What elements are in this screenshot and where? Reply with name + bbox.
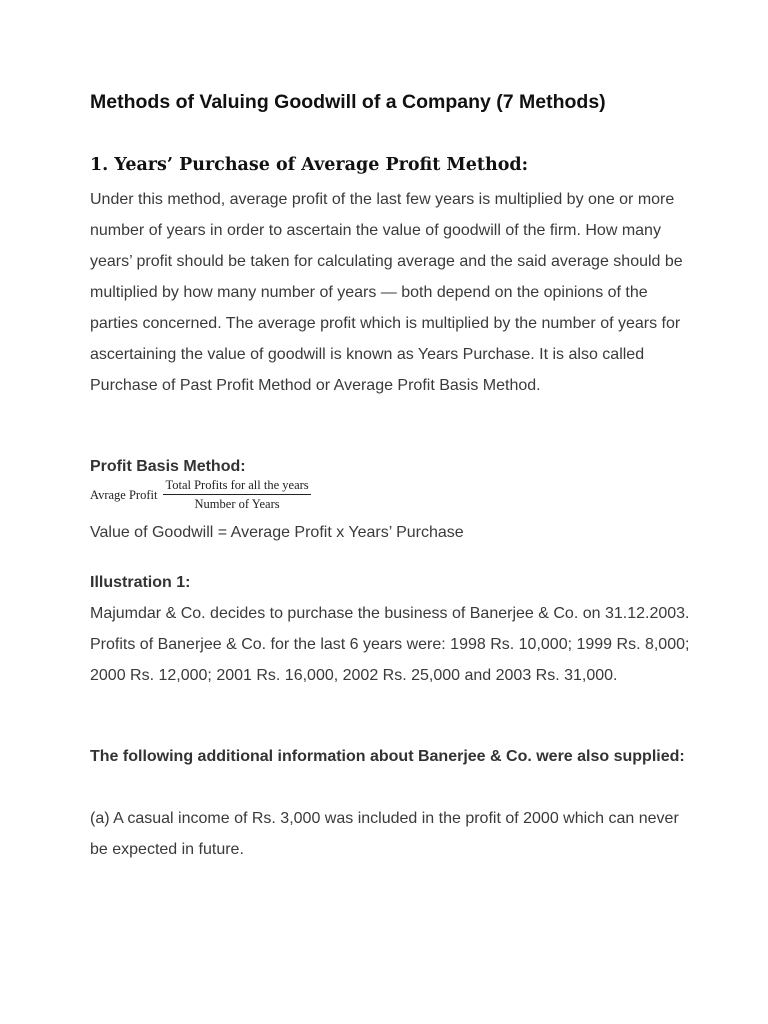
goodwill-formula: Value of Goodwill = Average Profit x Years’ Purchase <box>90 524 464 541</box>
formula-fraction <box>163 478 310 512</box>
formula-numerator: Total Profits for all the years <box>163 478 310 495</box>
illustration-heading: Illustration 1: <box>90 574 191 591</box>
formula-denominator: Number of Years <box>194 497 280 511</box>
average-profit-formula <box>90 476 311 514</box>
additional-info-heading: The following additional information about Banerjee & Co. were also supplied: <box>90 748 685 765</box>
formula-lhs: Avrage Profit <box>90 487 158 502</box>
illustration-text: Majumdar & Co. decides to purchase the business of Banerjee & Co. on 31.12.2003. Profits of Banerjee & Co. for the last 6 years were: 1998 Rs. 10,000; 1999 Rs. 8,000; 2000 Rs. 12,000; 2001 Rs. 16,000, 2002 Rs. 25,000 and 2003 Rs. 31,000. <box>90 605 690 684</box>
intro-paragraph: Under this method, average profit of the last few years is multiplied by one or more number of years in order to ascertain the value of goodwill of the firm. How many years’ profit should be taken for calculating average and the said average should be multiplied by how many number of years — both depend on the opinions of the parties concerned. The average profit which is multiplied by the number of years for ascertaining the value of goodwill is known as Years Purchase. It is also called Purchase of Past Profit Method or Average Profit Basis Method. <box>90 191 683 394</box>
page-title: Methods of Valuing Goodwill of a Company (7 Methods) <box>90 91 606 113</box>
section-heading: 1. Years’ Purchase of Average Profit Method: <box>90 155 529 175</box>
profit-basis-heading: Profit Basis Method: <box>90 458 246 475</box>
item-a-text: (a) A casual income of Rs. 3,000 was included in the profit of 2000 which can never be expected in future. <box>90 810 679 858</box>
